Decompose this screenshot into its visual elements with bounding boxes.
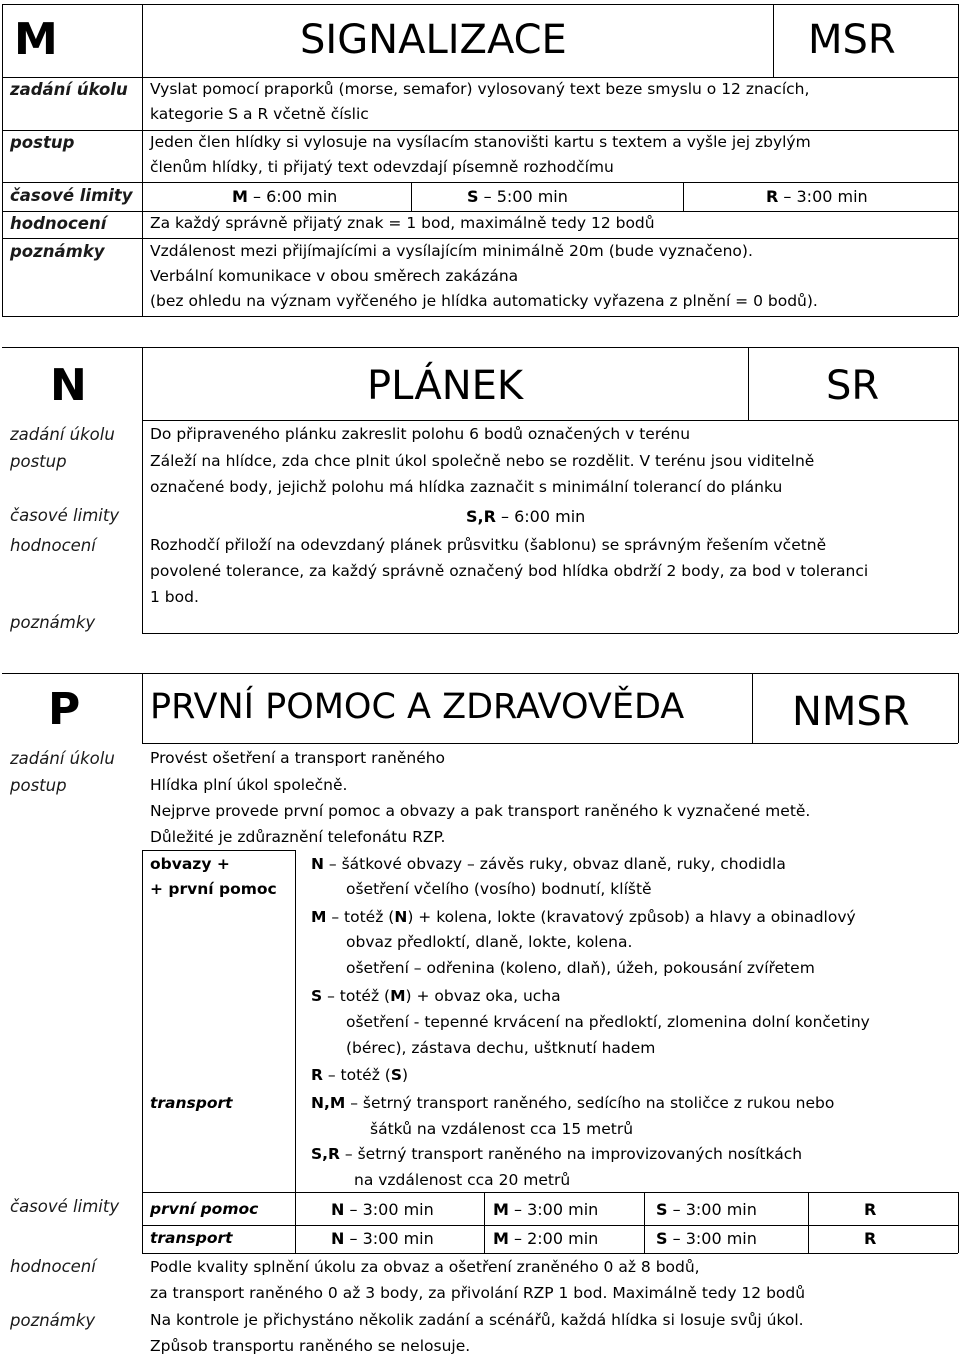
first-aid-n-line-1: N – šátkové obvazy – závěs ruky, obvaz dlaně, ruky, chodidla	[311, 855, 786, 873]
section-m-letter: M	[14, 14, 58, 65]
section-p-notes-line-1: Na kontrole je přichystáno několik zadání a scénářů, každá hlídka si losuje svůj úkol.	[150, 1311, 804, 1329]
limits-row-transport-m: M – 2:00 min	[493, 1229, 599, 1248]
first-aid-s-line-2: ošetření - tepenné krvácení na předloktí, zlomenina dolní končetiny	[346, 1013, 870, 1031]
first-aid-s-line-3: (bérec), zástava dechu, uštknutí hadem	[346, 1039, 656, 1057]
limits-row-first-aid-n: N – 3:00 min	[331, 1200, 434, 1219]
section-n-label-task: zadání úkolu	[10, 425, 115, 444]
section-n-label-notes: poznámky	[10, 613, 96, 632]
section-p-procedure-line-2: Nejprve provede první pomoc a obvazy a pak transport raněného k vyznačené metě.	[150, 802, 811, 820]
section-m-limit-r: R – 3:00 min	[766, 187, 868, 206]
section-p-first-aid-label-1: obvazy +	[150, 855, 230, 873]
section-m-notes-line-1: Vzdálenost mezi přijímajícími a vysílajícím minimálně 20m (bude vyznačeno).	[150, 242, 753, 260]
section-m-task-line-1: Vyslat pomocí praporků (morse, semafor) vylosovaný text beze smyslu o 12 znacích,	[150, 80, 810, 98]
section-p-label-limits: časové limity	[10, 1197, 120, 1216]
limits-row-transport-r: R	[864, 1229, 877, 1248]
first-aid-n-line-2: ošetření včelího (vosího) bodnutí, klíště	[346, 880, 652, 898]
section-m-notes-line-2: Verbální komunikace v obou směrech zakázána	[150, 267, 519, 285]
section-p-code: NMSR	[792, 689, 910, 735]
limits-row-transport-name: transport	[150, 1229, 233, 1247]
section-p-procedure-line-1: Hlídka plní úkol společně.	[150, 776, 348, 794]
section-p-label-task: zadání úkolu	[10, 749, 115, 768]
transport-nm-line-2: šátků na vzdálenost cca 15 metrů	[370, 1120, 634, 1138]
section-m-procedure-line-1: Jeden člen hlídky si vylosuje na vysílacím stanovišti kartu s textem a vyšle jej zbylým	[150, 133, 811, 151]
section-n-scoring-line-1: Rozhodčí přiloží na odevzdaný plánek průsvitku (šablonu) se správným řešením včetně	[150, 536, 827, 554]
section-m-label-notes: poznámky	[10, 242, 105, 261]
section-n-letter: N	[50, 360, 87, 411]
section-p-first-aid-label-2: + první pomoc	[150, 880, 277, 898]
section-p-label-scoring: hodnocení	[10, 1257, 96, 1276]
section-m-label-limits: časové limity	[10, 186, 133, 205]
section-m-notes-line-3: (bez ohledu na význam vyřčeného je hlídka automaticky vyřazena z plnění = 0 bodů).	[150, 292, 818, 310]
first-aid-m-line-1: M – totéž (N) + kolena, lokte (kravatový způsob) a hlavy a obinadlový	[311, 908, 856, 926]
section-n-task: Do připraveného plánku zakreslit polohu 6 bodů označených v terénu	[150, 425, 691, 443]
section-m-label-procedure: postup	[10, 133, 75, 152]
section-p-procedure-line-3: Důležité je zdůraznění telefonátu RZP.	[150, 828, 446, 846]
section-m-label-task: zadání úkolu	[10, 80, 128, 99]
section-n-scoring-line-3: 1 bod.	[150, 588, 199, 606]
section-p-task: Provést ošetření a transport raněného	[150, 749, 446, 767]
section-m-limit-s: S – 5:00 min	[467, 187, 568, 206]
first-aid-s-line-1: S – totéž (M) + obvaz oka, ucha	[311, 987, 561, 1005]
section-n-label-limits: časové limity	[10, 506, 120, 525]
section-p-label-notes: poznámky	[10, 1311, 96, 1330]
section-n-procedure-line-2: označené body, jejichž polohu má hlídka zaznačit s minimální tolerancí do plánku	[150, 478, 783, 496]
limits-row-transport-s: S – 3:00 min	[656, 1229, 757, 1248]
section-n-title: PLÁNEK	[367, 363, 524, 409]
limits-row-first-aid-r: R	[864, 1200, 877, 1219]
section-m-procedure-line-2: členům hlídky, ti přijatý text odevzdají písemně rozhodčímu	[150, 158, 614, 176]
first-aid-r-line-1: R – totéž (S)	[311, 1066, 409, 1084]
limits-row-first-aid-m: M – 3:00 min	[493, 1200, 599, 1219]
section-m-limit-m: M – 6:00 min	[232, 187, 338, 206]
limits-row-first-aid-s: S – 3:00 min	[656, 1200, 757, 1219]
section-n-procedure-line-1: Záleží na hlídce, zda chce plnit úkol společně nebo se rozdělit. V terénu jsou viditelně	[150, 452, 815, 470]
section-m-title: SIGNALIZACE	[300, 17, 567, 63]
transport-sr-line-2: na vzdálenost cca 20 metrů	[354, 1171, 571, 1189]
limits-row-first-aid-name: první pomoc	[150, 1200, 259, 1218]
section-n-scoring-line-2: povolené tolerance, za každý správně označený bod hlídka obdrží 2 body, za bod v toleranci	[150, 562, 869, 580]
section-n-code: SR	[826, 363, 880, 409]
section-m-scoring: Za každý správně přijatý znak = 1 bod, maximálně tedy 12 bodů	[150, 214, 655, 232]
section-p-notes-line-2: Způsob transportu raněného se nelosuje.	[150, 1337, 471, 1355]
section-n-label-procedure: postup	[10, 452, 67, 471]
transport-sr-line-1: S,R – šetrný transport raněného na improvizovaných nosítkách	[311, 1145, 803, 1163]
section-n-label-scoring: hodnocení	[10, 536, 96, 555]
section-p-scoring-line-2: za transport raněného 0 až 3 body, za přivolání RZP 1 bod. Maximálně tedy 12 bodů	[150, 1284, 806, 1302]
first-aid-m-line-3: ošetření – odřenina (koleno, dlaň), úžeh, pokousání zvířetem	[346, 959, 815, 977]
section-p-title: PRVNÍ POMOC A ZDRAVOVĚDA	[150, 687, 685, 727]
transport-nm-line-1: N,M – šetrný transport raněného, sedícího na stoličce z rukou nebo	[311, 1094, 835, 1112]
section-p-letter: P	[48, 684, 81, 735]
limits-row-transport-n: N – 3:00 min	[331, 1229, 434, 1248]
section-p-scoring-line-1: Podle kvality splnění úkolu za obvaz a ošetření zraněného 0 až 8 bodů,	[150, 1258, 700, 1276]
section-m-code: MSR	[808, 17, 896, 63]
section-m-label-scoring: hodnocení	[10, 214, 107, 233]
section-m-task-line-2: kategorie S a R včetně číslic	[150, 105, 369, 123]
section-p-label-procedure: postup	[10, 776, 67, 795]
first-aid-m-line-2: obvaz předloktí, dlaně, lokte, kolena.	[346, 933, 633, 951]
section-p-transport-label: transport	[150, 1094, 233, 1112]
section-n-limit: S,R – 6:00 min	[466, 507, 586, 526]
